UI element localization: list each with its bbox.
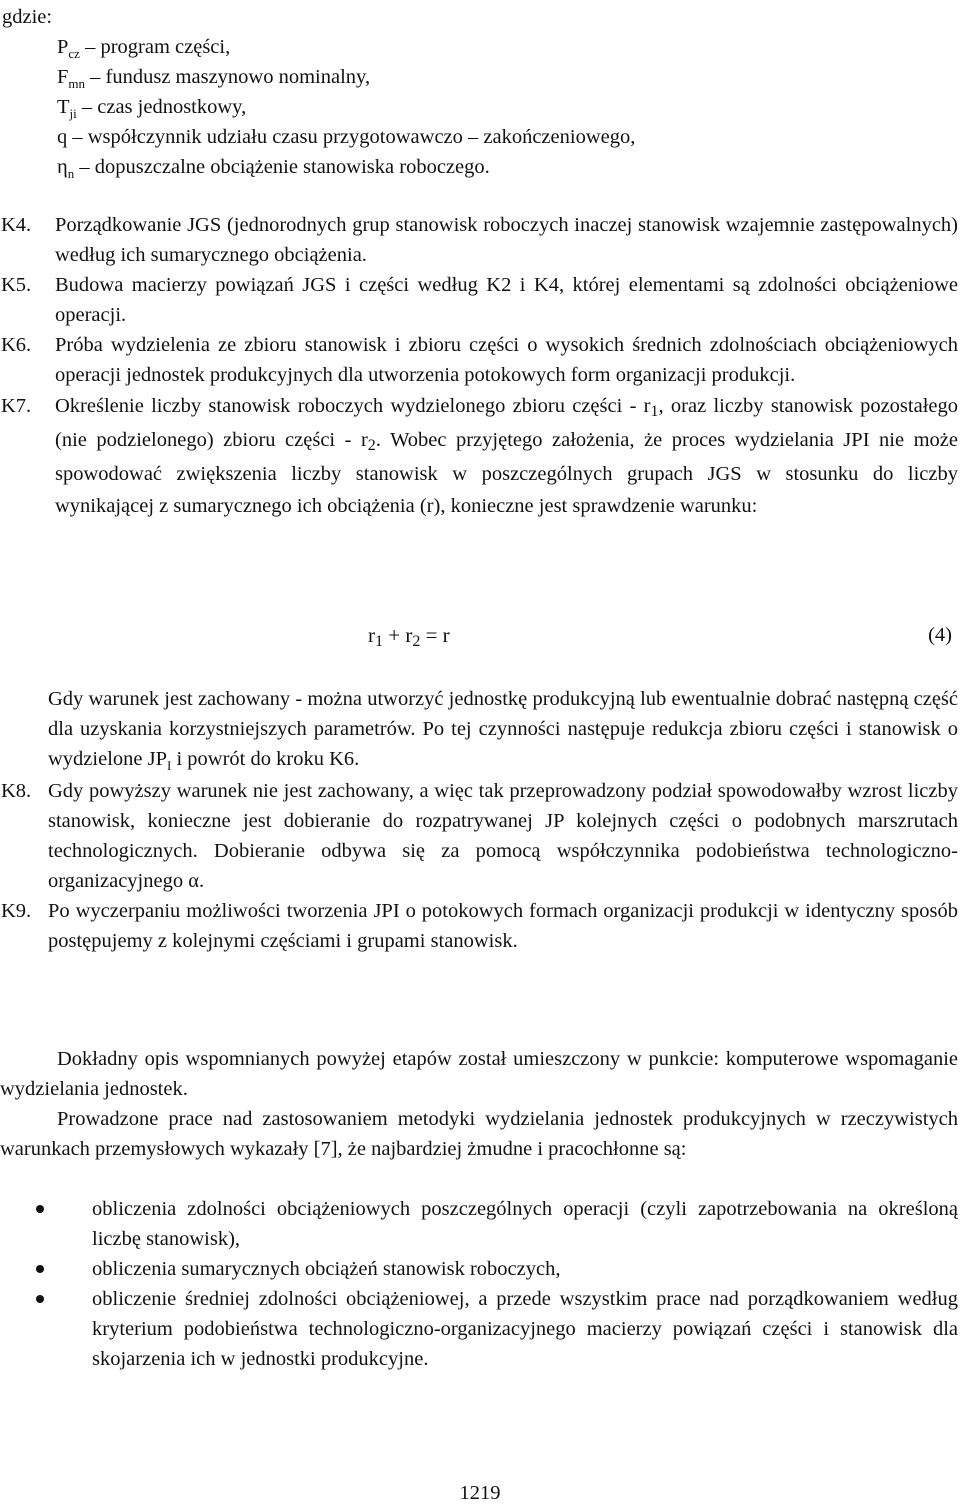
- definition-symbol: [57, 62, 85, 94]
- symbol-subscript: n: [67, 166, 75, 181]
- k7-after-text: Gdy warunek jest zachowany - można utworzyć jednostkę produkcyjną lub ewentualnie dobrać następną część dla uzyskania korzystniejszych parametrów. Po tej czynności następuje redukcja zbioru części i stanowisk o wydzielone JP: [48, 688, 958, 770]
- step-label: K6.: [1, 334, 32, 356]
- k7-subscript: 1: [650, 403, 659, 420]
- step-label: K8.: [1, 780, 32, 802]
- bullet-dot-icon: [36, 1295, 44, 1303]
- step-text: Próba wydzielenia ze zbioru stanowisk i zbioru części o wysokich średnich zdolnościach obciążeniowych operacji jednostek produkcyjnych dla utworzenia potokowych form organizacji produkcji.: [55, 334, 958, 386]
- symbol-letter: T: [57, 96, 70, 118]
- symbol-subscript: mn: [68, 76, 86, 91]
- eq-term: r: [368, 623, 375, 647]
- intro-label: gdzie:: [2, 6, 53, 28]
- eq-term: + r: [388, 623, 413, 647]
- eq-subscript: 2: [412, 633, 421, 650]
- step-text: [55, 390, 958, 522]
- definition-item: [57, 122, 635, 152]
- symbol-letter: F: [57, 66, 69, 88]
- k7-continuation: [0, 684, 960, 776]
- step-k9: [0, 896, 960, 956]
- list-item-text: obliczenie średniej zdolności obciążeniowej, a przede wszystkim prace nad porządkowaniem według kryterium podobieństwa technologiczno-organizacyjnego macierzy powiązań części i stanowisk dla skojarzenia ich w jednostki produkcyjne.: [92, 1288, 958, 1370]
- definition-symbol: [57, 122, 67, 154]
- equation: [368, 620, 450, 653]
- k7-text-part: . Wobec przyjętego założenia, że proces wydzielania JPI nie może spowodować zwiększenia liczby stanowisk w poszczególnych grupach JGS w stosunku do liczby wynikającej z sumarycznego ich obciążenia (r), konieczne jest sprawdzenie warunku:: [55, 429, 958, 517]
- paragraph: [0, 1044, 958, 1104]
- equation-line: [0, 620, 960, 660]
- definition-item: [57, 62, 635, 92]
- symbol-letter: η: [57, 156, 68, 178]
- definition-description: – współczynnik udziału czasu przygotowawczo – zakończeniowego,: [72, 126, 636, 148]
- list-item-text: obliczenia sumarycznych obciążeń stanowisk roboczych,: [92, 1258, 561, 1280]
- list-item: [0, 1194, 960, 1254]
- definition-item: [57, 32, 635, 62]
- eq-term: = r: [425, 623, 450, 647]
- step-k8: [0, 776, 960, 896]
- k7-after-text: i powrót do kroku K6.: [176, 748, 360, 770]
- step-label: K9.: [1, 900, 32, 922]
- step-k5: [0, 270, 960, 330]
- step-text: Budowa macierzy powiązań JGS i części według K2 i K4, której elementami są zdolności obciążeniowe operacji.: [55, 274, 958, 326]
- definition-symbol: [57, 32, 80, 64]
- page-number: 1219: [459, 1482, 501, 1504]
- k7-after-subscript: I: [167, 758, 172, 773]
- paragraph-text: Dokładny opis wspomnianych powyżej etapów został umieszczony w punkcie: komputerowe wspomaganie wydzielania jednostek.: [0, 1048, 958, 1100]
- list-item: [0, 1254, 960, 1284]
- definition-description: – program części,: [85, 36, 231, 58]
- definition-item: [57, 92, 635, 122]
- steps-list: [0, 210, 960, 522]
- k7-subscript: 2: [367, 437, 376, 454]
- symbol-letter: P: [57, 36, 69, 58]
- eq-subscript: 1: [375, 633, 383, 650]
- bullet-list: [0, 1194, 960, 1374]
- bullet-dot-icon: [36, 1265, 44, 1273]
- symbol-letter: q: [57, 126, 68, 148]
- list-item-text: obliczenia zdolności obciążeniowych poszczególnych operacji (czyli zapotrzebowania na określoną liczbę stanowisk),: [92, 1198, 958, 1250]
- step-text: Po wyczerpaniu możliwości tworzenia JPI o potokowych formach organizacji produkcji w identyczny sposób postępujemy z kolejnymi częściami i grupami stanowisk.: [48, 900, 958, 952]
- step-k6: [0, 330, 960, 390]
- step-k4: [0, 210, 960, 270]
- step-text: Gdy powyższy warunek nie jest zachowany, a więc tak przeprowadzony podział spowodowałby wzrost liczby stanowisk, konieczne jest dobieranie do rozpatrywanej JP kolejnych części o podobnych marszrutach technologicznych. Dobieranie odbywa się za pomocą współczynnika podobieństwa technologiczno-organizacyjnego α.: [48, 780, 958, 892]
- definition-item: [57, 152, 635, 182]
- definition-symbol: [57, 92, 77, 124]
- step-label: K4.: [1, 214, 32, 236]
- bullet-dot-icon: [36, 1205, 44, 1213]
- paragraph: [0, 1104, 958, 1164]
- step-text: [48, 684, 958, 776]
- definitions-list: [57, 32, 635, 182]
- steps-list-2: [0, 684, 960, 956]
- symbol-subscript: ji: [69, 106, 77, 121]
- paragraph-text: Prowadzone prace nad zastosowaniem metodyki wydzielania jednostek produkcyjnych w rzeczywistych warunkach przemysłowych wykazały [7], że najbardziej żmudne i pracochłonne są:: [0, 1108, 958, 1160]
- step-text: Porządkowanie JGS (jednorodnych grup stanowisk roboczych inaczej stanowisk wzajemnie zastępowalnych) według ich sumarycznego obciążenia.: [55, 214, 958, 266]
- step-label: K5.: [1, 274, 32, 296]
- symbol-subscript: cz: [68, 46, 80, 61]
- definition-symbol: [57, 152, 74, 184]
- k7-text-part: Określenie liczby stanowisk roboczych wydzielonego zbioru części - r: [55, 395, 651, 417]
- equation-number: (4): [928, 624, 952, 646]
- definition-description: – fundusz maszynowo nominalny,: [90, 66, 371, 88]
- list-item: [0, 1284, 960, 1374]
- k7-text-part: , oraz liczby stanowisk pozostałego (nie podzielonego) zbioru części - r: [55, 395, 958, 451]
- definition-description: – dopuszczalne obciążenie stanowiska roboczego.: [79, 156, 490, 178]
- step-label: K7.: [1, 395, 32, 417]
- step-k7: [0, 390, 960, 522]
- definition-description: – czas jednostkowy,: [81, 96, 247, 118]
